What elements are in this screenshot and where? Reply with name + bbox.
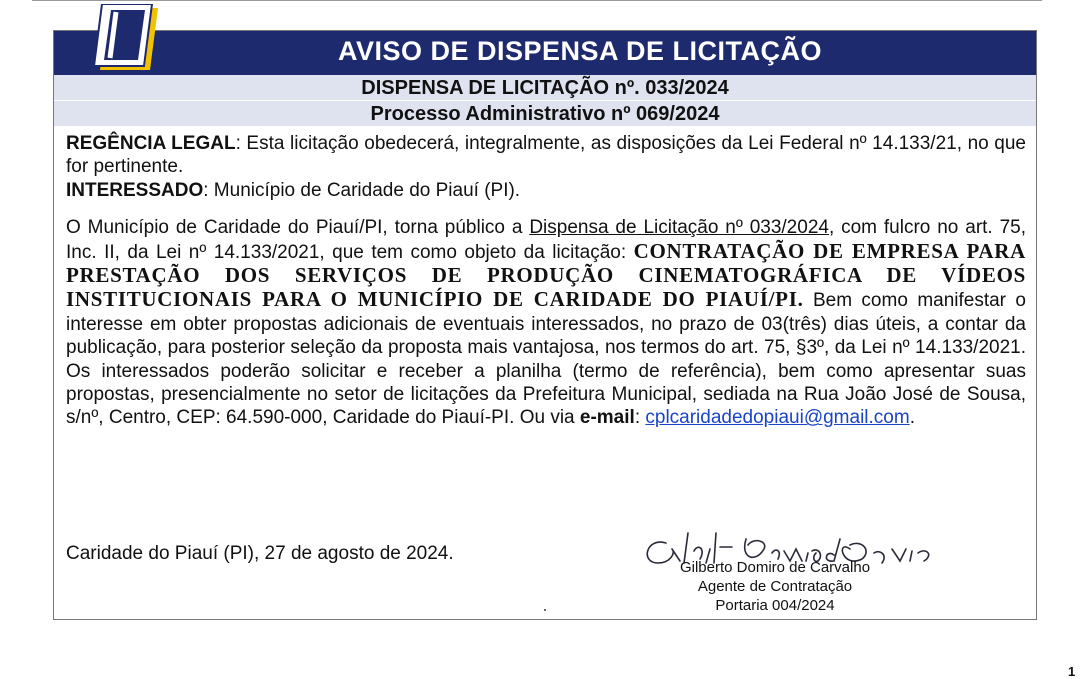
interessado-paragraph bbox=[66, 179, 1026, 202]
dispensa-number: DISPENSA DE LICITAÇÃO nº. 033/2024 bbox=[54, 75, 1036, 100]
regencia-label: REGÊNCIA LEGAL bbox=[66, 133, 236, 154]
email-label: e-mail bbox=[579, 407, 635, 429]
notice-box bbox=[53, 30, 1037, 620]
regencia-text: : Esta licitação obedecerá, integralmente, as disposições da Lei Federal nº 14.133/21, no que for pertinente. bbox=[66, 133, 1026, 178]
main-paragraph bbox=[66, 216, 1026, 430]
header-bar bbox=[54, 31, 1036, 75]
regencia-paragraph bbox=[66, 132, 1026, 179]
stray-mark bbox=[544, 609, 546, 611]
page-number: 1 bbox=[1068, 664, 1076, 679]
date-line: Caridade do Piauí (PI), 27 de agosto de 2024. bbox=[66, 543, 454, 564]
page-title: AVISO DE DISPENSA DE LICITAÇÃO bbox=[337, 36, 823, 66]
dispensa-reference: Dispensa de Licitação nº 033/2024 bbox=[529, 217, 829, 239]
municipal-logo-icon bbox=[90, 4, 166, 76]
licitacao-objeto: CONTRATAÇÃO DE EMPRESA PARA PRESTAÇÃO DOS SERVIÇOS DE PRODUÇÃO CINEMATOGRÁFICA DE VÍDEOS INSTITUCIONAIS PARA O MUNICÍPIO DE CARIDADE DO PIAUÍ/PI. bbox=[66, 238, 1027, 312]
para-mid: , com fulcro no art. 75, Inc. II, da Lei nº 14.133/2021, que tem como objeto da licitação: bbox=[66, 217, 1027, 263]
email-link[interactable]: cplcaridadedopiaui@gmail.com bbox=[645, 407, 910, 429]
signer-role: Agente de Contratação bbox=[697, 578, 853, 595]
para-rest: Bem como manifestar o interesse em obter propostas adicionais de eventuais interessados, no prazo de 03(três) dias úteis, a contar da publicação, para posterior seleção da proposta mais vantajosa, nos termos do art. 75, §3º, da Lei nº 14.133/2021. Os interessados poderão solicitar e receber a planilha (termo de referência), bem como apresentar suas propostas, presencialmente no setor de licitações da Prefeitura Municipal, sediada na Rua João José de Sousa, s/nº, Centro, CEP: 64.590-000, Caridade do Piauí-PI. Ou via bbox=[66, 290, 1026, 429]
interessado-text: : Município de Caridade do Piauí (PI). bbox=[203, 179, 521, 201]
interessado-label: INTERESSADO bbox=[66, 179, 204, 201]
para-end: . bbox=[909, 407, 915, 429]
signature-block bbox=[650, 558, 900, 615]
signer-portaria: Portaria 004/2024 bbox=[715, 597, 835, 614]
notice-body bbox=[66, 132, 1026, 430]
signer-name: Gilberto Domiro de Carvalho bbox=[679, 559, 871, 576]
top-rule bbox=[32, 0, 1042, 1]
email-sep: : bbox=[634, 407, 646, 429]
processo-number: Processo Administrativo nº 069/2024 bbox=[54, 101, 1036, 126]
para-start: O Município de Caridade do Piauí/PI, torna público a bbox=[66, 217, 530, 239]
